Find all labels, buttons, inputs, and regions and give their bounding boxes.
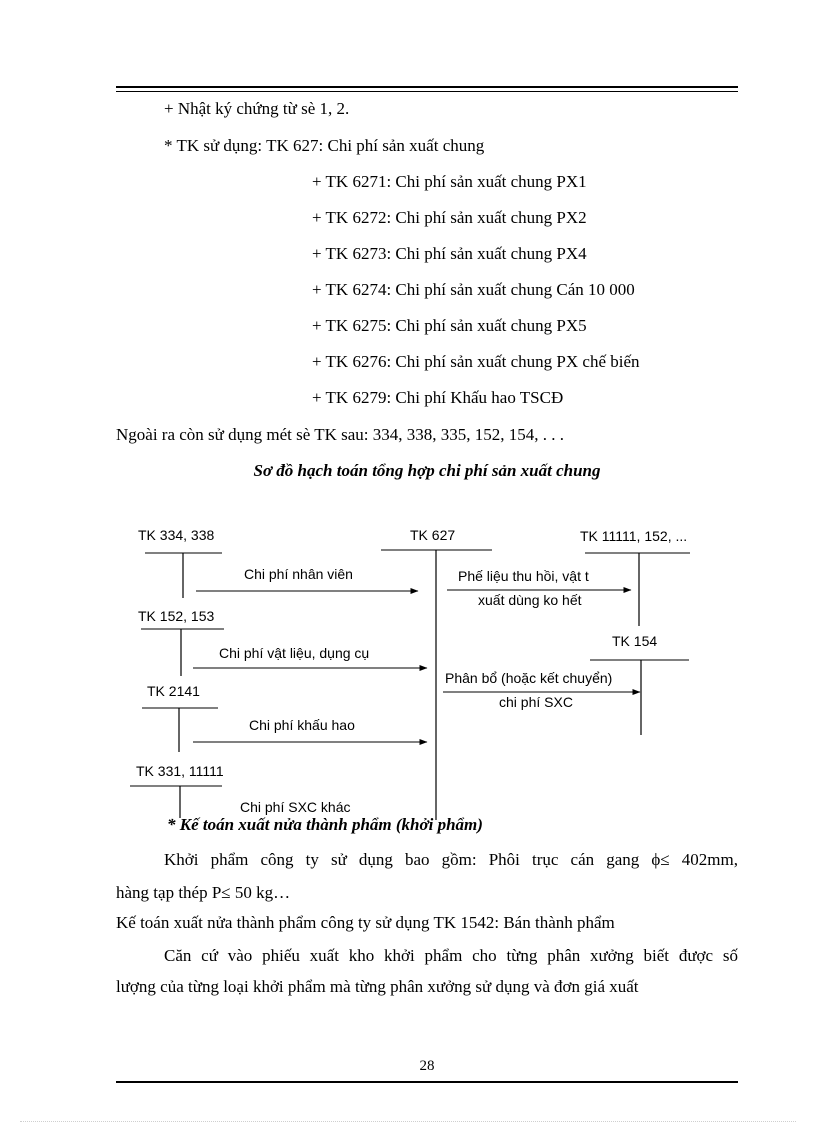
- account-tk-331-11111: TK 331, 11111: [136, 763, 224, 779]
- line-tk-6273: + TK 6273: Chi phí sản xuất chung PX4: [312, 244, 587, 263]
- line-tk-6276: + TK 6276: Chi phí sản xuất chung PX chế biến: [312, 352, 640, 371]
- line-ngoai-ra: Ngoài ra còn sử dụng mét sè TK sau: 334, 338, 335, 152, 154, . . .: [116, 425, 565, 444]
- arrow-label-chi-phi-vat-lieu: Chi phí vật liệu, dụng cụ: [219, 645, 370, 661]
- arrow-label-phan-bo-2: chi phí SXC: [499, 694, 573, 710]
- arrow-label-phe-lieu-1: Phế liệu thu hồi, vật t: [458, 568, 589, 584]
- account-tk-11111-152: TK 11111, 152, ...: [580, 528, 688, 544]
- footer-rule: [116, 1081, 738, 1083]
- arrow-label-chi-phi-nhan-vien: Chi phí nhân viên: [244, 566, 353, 582]
- arrow-label-phe-lieu-2: xuất dùng ko hết: [478, 592, 582, 608]
- paragraph-khoi-pham-line-1: Khởi phẩm công ty sử dụng bao gồm: Phôi trục cán gang ϕ≤ 402mm,: [164, 850, 738, 869]
- account-tk-334-338: TK 334, 338: [138, 527, 215, 543]
- line-tk-6279: + TK 6279: Chi phí Khấu hao TSCĐ: [312, 388, 564, 407]
- page-edge-dots: [20, 1121, 796, 1122]
- arrow-label-phan-bo-1: Phân bổ (hoặc kết chuyển): [445, 670, 613, 686]
- arrow-label-chi-phi-khau-hao: Chi phí khấu hao: [249, 717, 355, 733]
- line-tk-6275: + TK 6275: Chi phí sản xuất chung PX5: [312, 316, 587, 335]
- line-tk-6274: + TK 6274: Chi phí sản xuất chung Cán 10 000: [312, 280, 635, 299]
- line-tk-su-dung: * TK sử dụng: TK 627: Chi phí sản xuất chung: [164, 136, 485, 155]
- arrow-label-chi-phi-sxc-khac: Chi phí SXC khác: [240, 799, 351, 815]
- line-tk-6272: + TK 6272: Chi phí sản xuất chung PX2: [312, 208, 587, 227]
- line-nhat-ky: + Nhật ký chứng từ sè 1, 2.: [164, 99, 350, 118]
- page-number: 28: [419, 1058, 435, 1074]
- paragraph-ke-toan-xuat: Kế toán xuất nửa thành phẩm công ty sử dụng TK 1542: Bán thành phẩm: [116, 913, 615, 932]
- account-tk-627: TK 627: [410, 527, 456, 543]
- line-tk-6271: + TK 6271: Chi phí sản xuất chung PX1: [312, 172, 587, 191]
- account-tk-2141: TK 2141: [147, 683, 200, 699]
- account-tk-152-153: TK 152, 153: [138, 608, 215, 624]
- paragraph-khoi-pham-line-2: hàng tạp thép P≤ 50 kg…: [116, 883, 291, 902]
- diagram-title: Sơ đồ hạch toán tổng hợp chi phí sản xuất chung: [253, 461, 601, 480]
- paragraph-can-cu-line-2: lượng của từng loại khởi phẩm mà từng phân xưởng sử dụng và đơn giá xuất: [116, 977, 639, 996]
- account-tk-154: TK 154: [612, 633, 658, 649]
- section-heading: * Kế toán xuất nửa thành phẩm (khởi phẩm): [167, 815, 483, 834]
- paragraph-can-cu-line-1: Căn cứ vào phiếu xuất kho khởi phẩm cho từng phân xưởng biết được số: [164, 946, 738, 965]
